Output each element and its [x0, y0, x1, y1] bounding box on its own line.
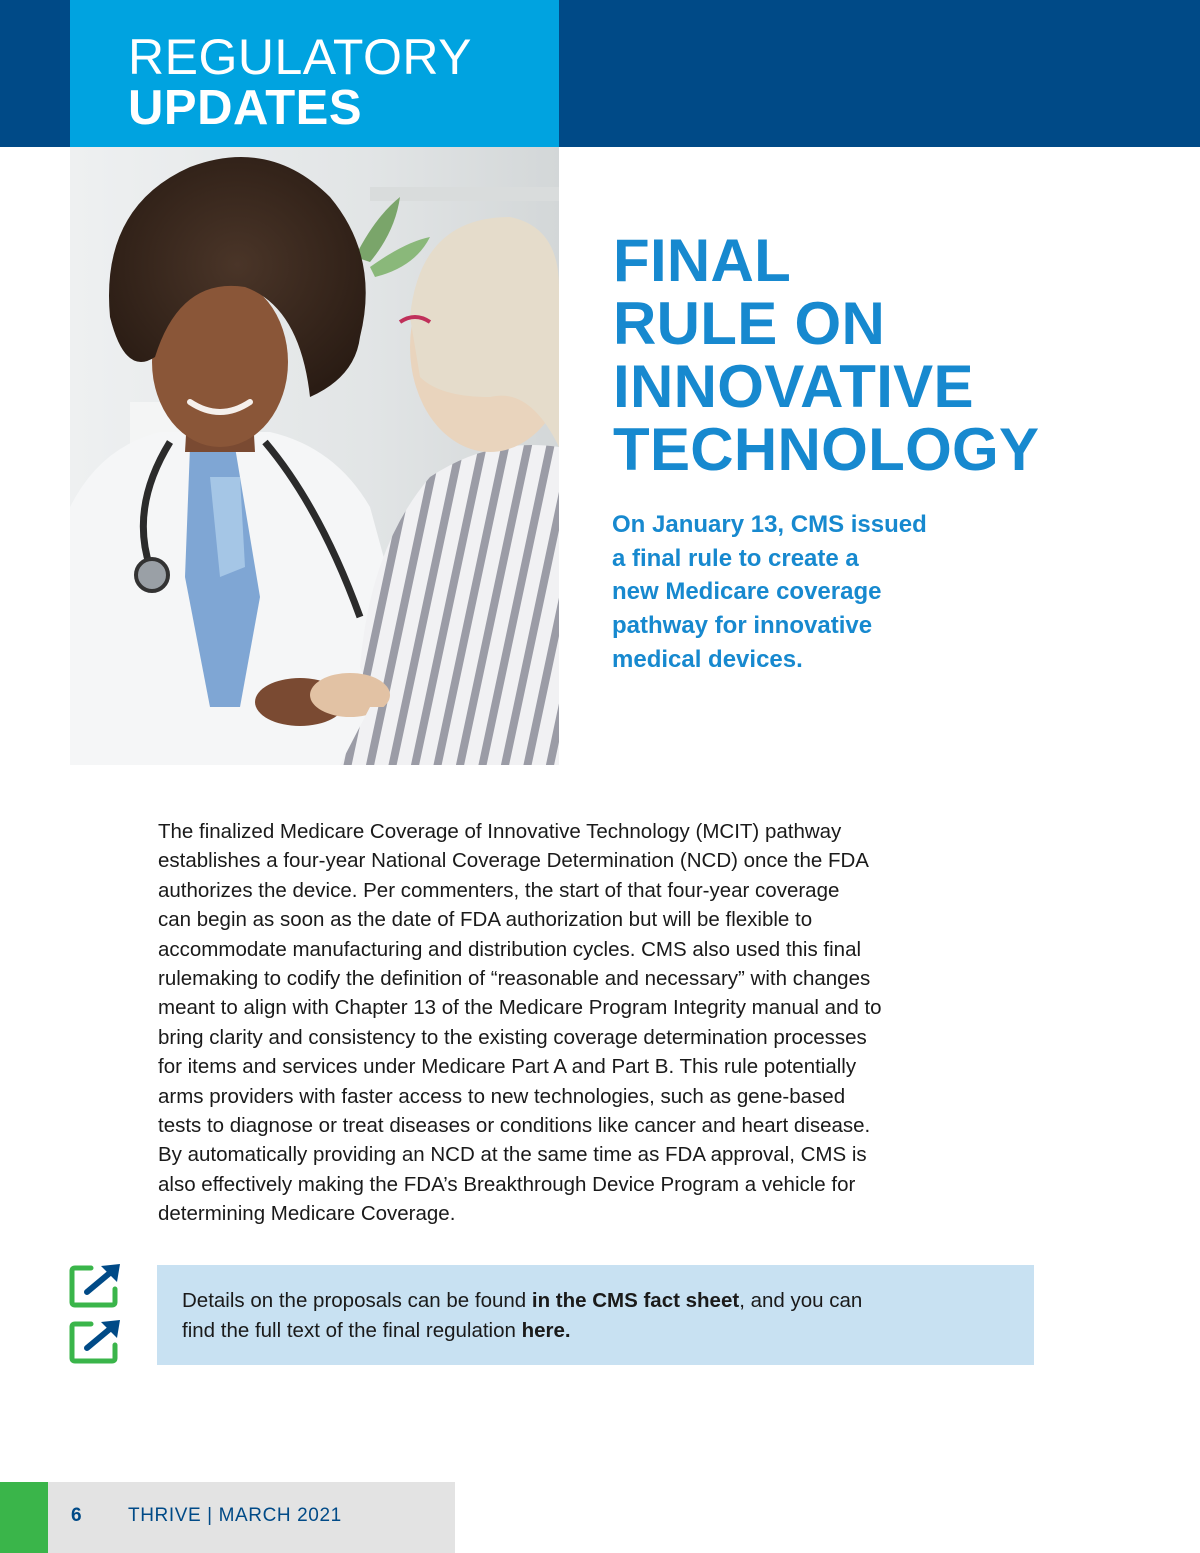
resource-callout: [157, 1265, 1034, 1365]
headline-line: TECHNOLOGY: [613, 416, 1040, 483]
publication-info: THRIVE | MARCH 2021: [128, 1505, 342, 1526]
body-line: also effectively making the FDA’s Breakthrough Device Program a vehicle for: [158, 1172, 856, 1196]
body-line: rulemaking to codify the definition of “reasonable and necessary” with changes: [158, 967, 871, 991]
footer-accent-bar: [0, 1482, 48, 1553]
body-line: establishes a four-year National Coverage Determination (NCD) once the FDA: [158, 849, 869, 873]
body-line: By automatically providing an NCD at the same time as FDA approval, CMS is: [158, 1143, 867, 1167]
headline-line: FINAL: [613, 227, 792, 294]
section-label: [70, 0, 559, 147]
headline-line: INNOVATIVE: [613, 353, 974, 420]
headline-line: RULE ON: [613, 290, 886, 357]
doctor-patient-photo: [70, 147, 559, 765]
body-line: can begin as soon as the date of FDA authorization but will be flexible to: [158, 908, 813, 932]
deck-line: pathway for innovative: [612, 612, 873, 640]
cms-fact-sheet-link[interactable]: in the CMS fact sheet: [531, 1289, 740, 1312]
body-line: for items and services under Medicare Part A and Part B. This rule potentially: [158, 1055, 857, 1079]
body-line: determining Medicare Coverage.: [158, 1202, 456, 1226]
deck-line: On January 13, CMS issued: [612, 511, 927, 538]
article-deck: [612, 508, 992, 677]
deck-line: new Medicare coverage: [612, 578, 882, 606]
body-line: arms providers with faster access to new technologies, such as gene-based: [158, 1084, 846, 1108]
final-regulation-link[interactable]: here.: [521, 1318, 571, 1342]
deck-line: a final rule to create a: [612, 544, 859, 572]
body-line: bring clarity and consistency to the existing coverage determination processes: [158, 1025, 867, 1049]
article-body: [158, 817, 1038, 1229]
callout-line-2: [182, 1316, 1034, 1346]
section-label-line1: REGULATORY: [128, 29, 472, 85]
body-line: The finalized Medicare Coverage of Innovative Technology (MCIT) pathway: [158, 820, 842, 843]
article-headline: [613, 229, 1039, 481]
callout-text: find the full text of the final regulation: [182, 1318, 522, 1342]
page-number: 6: [71, 1505, 82, 1526]
body-line: meant to align with Chapter 13 of the Medicare Program Integrity manual and to: [158, 996, 882, 1020]
deck-line: medical devices.: [612, 645, 803, 673]
section-label-line2: UPDATES: [128, 81, 363, 135]
body-line: accommodate manufacturing and distribution cycles. CMS also used this final: [158, 937, 862, 961]
callout-text: , and you can: [739, 1289, 863, 1312]
body-line: tests to diagnose or treat diseases or conditions like cancer and heart disease.: [158, 1114, 871, 1138]
callout-line-1: [182, 1286, 1034, 1316]
external-link-icon[interactable]: [69, 1262, 121, 1308]
body-line: authorizes the device. Per commenters, the start of that four-year coverage: [158, 878, 840, 902]
callout-text: Details on the proposals can be found: [182, 1289, 532, 1312]
external-link-icon[interactable]: [69, 1318, 121, 1364]
